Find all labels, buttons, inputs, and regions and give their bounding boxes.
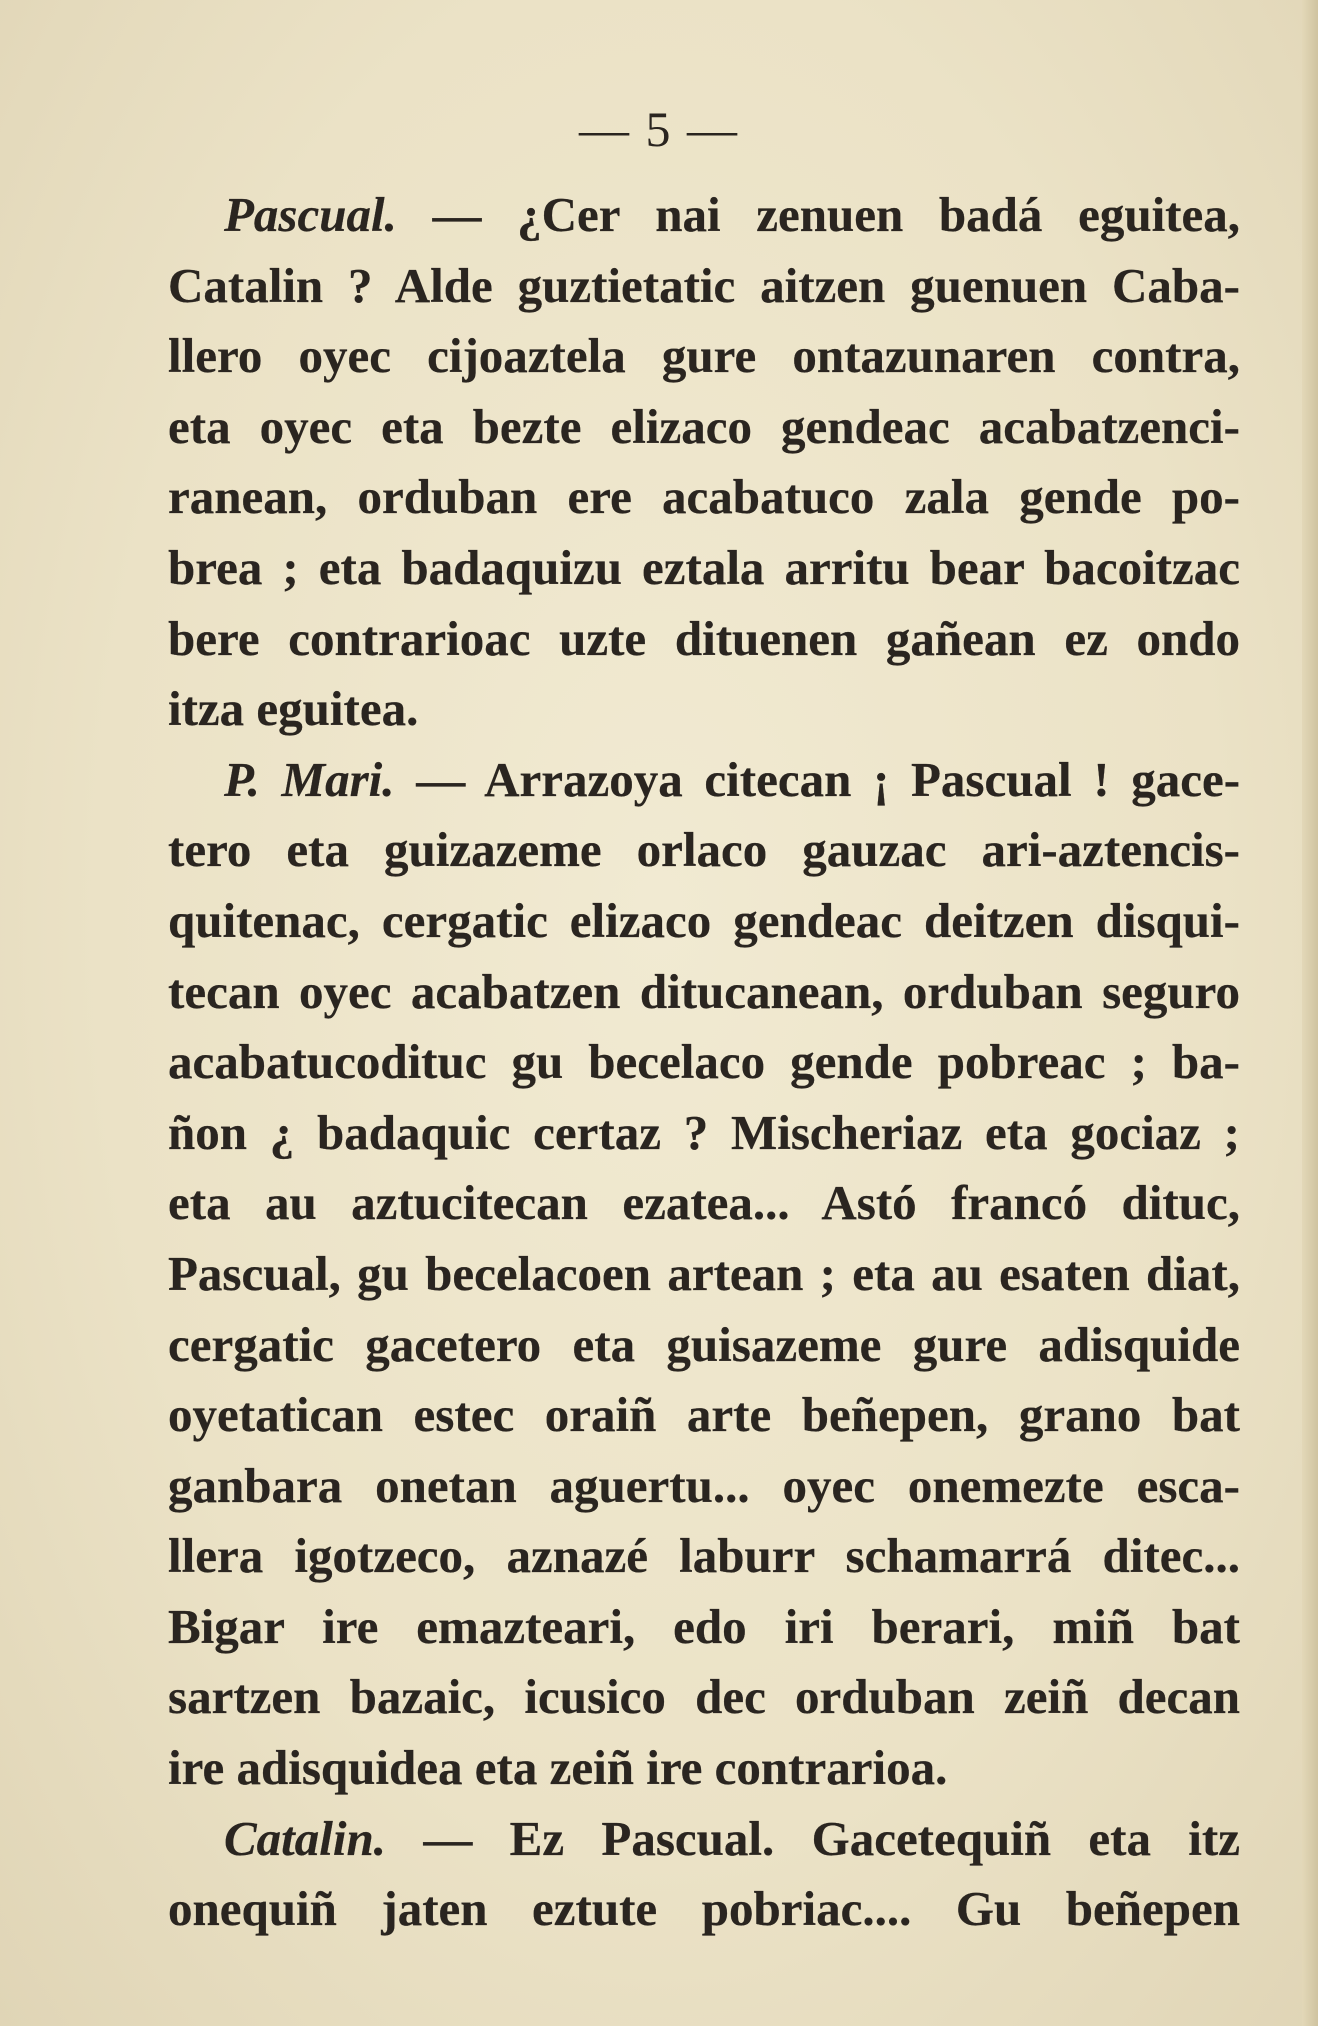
page-number: — 5 — [579, 101, 739, 157]
text-line: tero eta guizazeme orlaco gauzac ari-aztencis- [168, 822, 1240, 878]
text-line: Catalin ? Alde guztietatic aitzen guenuen Caba- [168, 257, 1240, 313]
text-line: sartzen bazaic, icusico dec orduban zeiñ decan [168, 1669, 1240, 1725]
line-text: — Ez Pascual. Gacetequiñ eta itz [423, 1810, 1240, 1866]
dialogue-first-line [168, 745, 1240, 816]
text-line: ranean, orduban ere acabatuco zala gende po- [168, 469, 1240, 525]
text-line: onequiñ jaten eztute pobriac.... Gu beñepen [168, 1881, 1240, 1937]
text-line: Bigar ire emazteari, edo iri berari, miñ bat [168, 1598, 1240, 1654]
page-edge [1302, 0, 1318, 2026]
text-line: ñon ¿ badaquic certaz ? Mischeriaz eta gociaz ; [168, 1104, 1240, 1160]
speaker-name: Catalin. [224, 1810, 387, 1866]
dialogue-first-line [168, 1804, 1240, 1875]
text-line: acabatucodituc gu becelaco gende pobreac ; ba- [168, 1034, 1240, 1090]
text-line: ganbara onetan aguertu... oyec onemezte esca- [168, 1457, 1240, 1513]
text-line: cergatic gacetero eta guisazeme gure adisquide [168, 1316, 1240, 1372]
speaker-name: Pascual. [224, 187, 397, 242]
line-text: — Arrazoya citecan ¡ Pascual ! gace- [416, 751, 1241, 807]
dialogue-first-line [168, 180, 1240, 251]
line-text: — ¿Cer nai zenuen badá eguitea, [432, 187, 1241, 242]
speaker-name: P. Mari. [224, 751, 395, 807]
text-line: tecan oyec acabatzen ditucanean, orduban seguro [168, 963, 1240, 1019]
text-line: brea ; eta badaquizu eztala arritu bear bacoitzac [168, 539, 1240, 595]
text-line: Pascual, gu becelacoen artean ; eta au esaten diat, [168, 1245, 1240, 1301]
text-line: eta oyec eta bezte elizaco gendeac acabatzenci- [168, 398, 1240, 454]
text-line: bere contrarioac uzte dituenen gañean ez ondo [168, 610, 1240, 666]
text-line: llera igotzeco, aznazé laburr schamarrá ditec... [168, 1528, 1240, 1584]
text-line: itza eguitea. [168, 681, 419, 737]
text-line: eta au aztucitecan ezatea... Astó francó dituc, [168, 1175, 1240, 1231]
text-line: quitenac, cergatic elizaco gendeac deitzen disqui- [168, 892, 1240, 948]
text-line: llero oyec cijoaztela gure ontazunaren contra, [168, 328, 1240, 384]
body-text [168, 180, 1240, 1945]
text-line: oyetatican estec oraiñ arte beñepen, grano bat [168, 1387, 1240, 1443]
text-line: ire adisquidea eta zeiñ ire contrarioa. [168, 1740, 948, 1796]
